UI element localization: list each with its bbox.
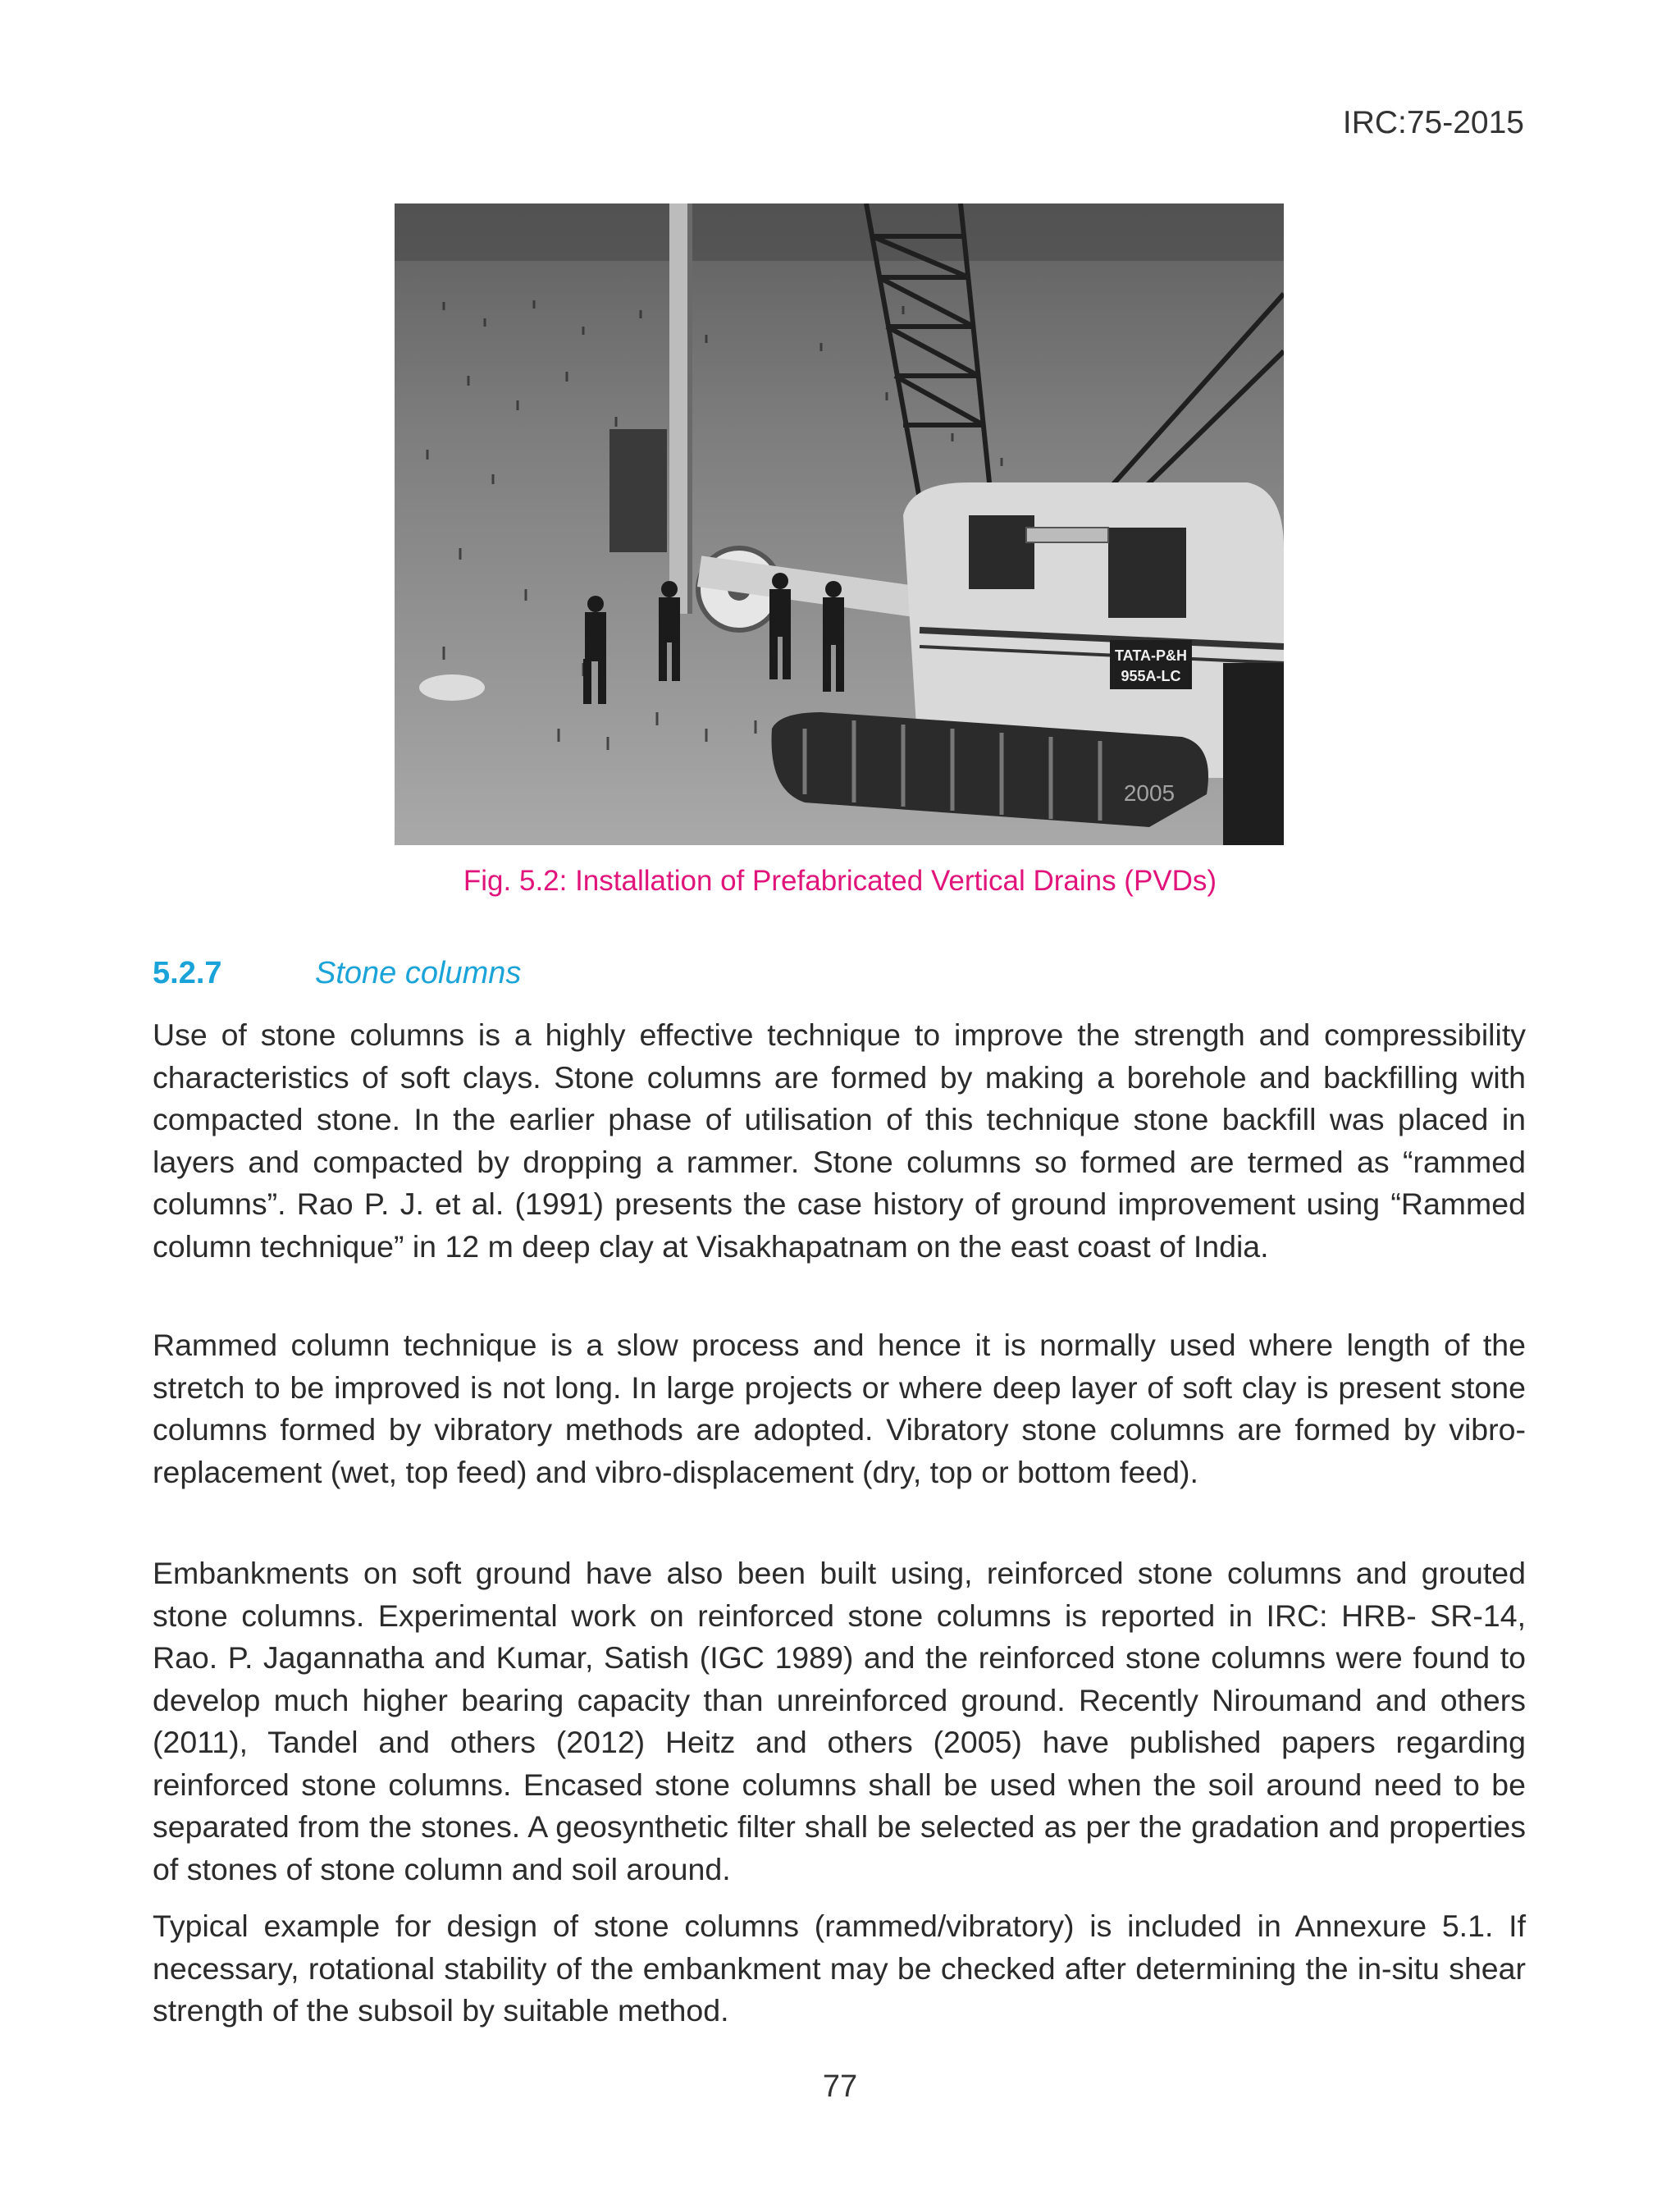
photo-stamp: 2005 bbox=[1123, 780, 1176, 806]
document-code: IRC:75-2015 bbox=[1342, 105, 1524, 140]
page-number: 77 bbox=[822, 2069, 858, 2104]
paragraph-design-example: Typical example for design of stone columns (rammed/vibratory) is included in Annexure 5.1. If necessary, rotational stability of the embankment may be checked after determining the in-situ shear strength of the subsoil by suitable method. bbox=[153, 1909, 1526, 2028]
crane-plate-line2: 955A-LC bbox=[1121, 668, 1181, 684]
photo-illustration bbox=[395, 203, 1284, 845]
paragraph-stone-columns-intro: Use of stone columns is a highly effective technique to improve the strength and compressibility characteristics of soft clays. Stone columns are formed by making a borehole and backfilling with compacted stone. In the earlier phase of utilisation of this technique stone backfill was placed in layers and compacted by dropping a rammer. Stone columns so formed are termed as “rammed columns”. Rao P. J. et al. (1991) presents the case history of ground improvement using “Rammed column technique” in 12 m deep clay at Visakhapatnam on the east coast of India. bbox=[153, 1017, 1526, 1264]
crane-plate-line1: TATA-P&H bbox=[1115, 647, 1187, 664]
section-number: 5.2.7 bbox=[153, 956, 222, 990]
paragraph-rammed-vs-vibratory: Rammed column technique is a slow process and hence it is normally used where length of the stretch to be improved is not long. In large projects or where deep layer of soft clay is present stone columns formed by vibratory methods are adopted. Vibratory stone columns are formed by vibro-replacement (wet, top feed) and vibro-displacement (dry, top or bottom feed). bbox=[153, 1328, 1526, 1489]
section-title: Stone columns bbox=[315, 956, 522, 990]
section-heading bbox=[153, 956, 521, 991]
figure-photo-pvd-installation bbox=[395, 203, 1284, 845]
paragraph-reinforced-stone-columns: Embankments on soft ground have also been built using, reinforced stone columns and grouted stone columns. Experimental work on reinforced stone columns is reported in IRC: HRB- SR-14, Rao. P. Jagannatha and Kumar, Satish (IGC 1989) and the reinforced stone columns were found to develop much higher bearing capacity than unreinforced ground. Recently Niroumand and others (2011), Tandel and others (2012) Heitz and others (2005) have published papers regarding reinforced stone columns. Encased stone columns shall be used when the soil around need to be separated from the stones. A geosynthetic filter shall be selected as per the gradation and properties of stones of stone column and soil around. bbox=[153, 1556, 1526, 1886]
figure-caption: Fig. 5.2: Installation of Prefabricated Vertical Drains (PVDs) bbox=[463, 865, 1217, 897]
